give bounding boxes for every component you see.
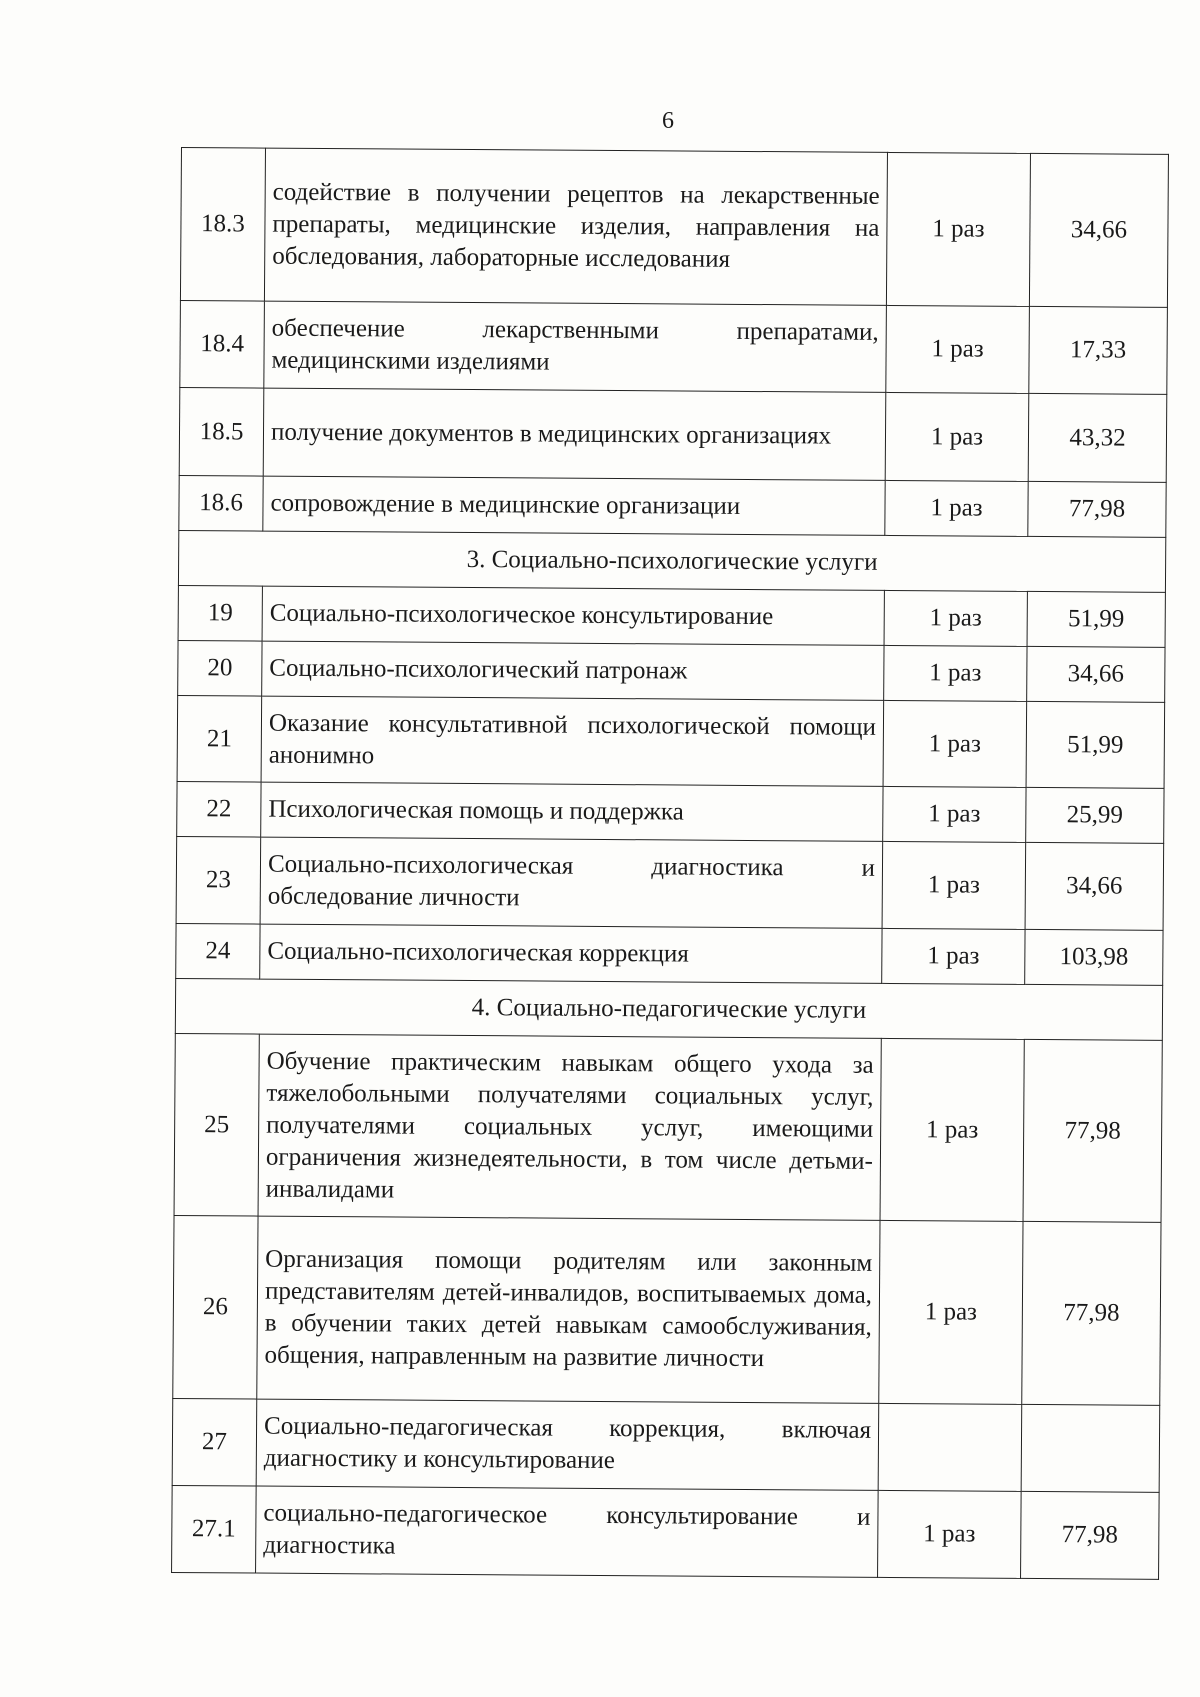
table-row <box>174 1033 1162 1222</box>
row-number: 19 <box>178 585 262 641</box>
service-frequency: 1 раз <box>884 645 1027 701</box>
service-price <box>1021 1404 1160 1492</box>
service-price: 103,98 <box>1025 929 1163 985</box>
row-number: 26 <box>173 1215 258 1399</box>
table-row <box>179 387 1167 482</box>
table-row <box>172 1398 1160 1492</box>
service-frequency: 1 раз <box>886 305 1030 393</box>
service-frequency: 1 раз <box>886 152 1030 306</box>
service-price: 17,33 <box>1029 306 1168 394</box>
row-number: 23 <box>176 836 261 924</box>
table-row <box>177 781 1164 843</box>
service-name: Организация помощи родителям или законным представителям детей-инвалидов, воспитываемых дома, в обучении таких детей навыкам самообслуживания, общения, направленным на развитие личности <box>257 1216 880 1403</box>
table-row <box>180 300 1168 394</box>
service-price: 25,99 <box>1026 787 1164 843</box>
table-row <box>178 585 1165 647</box>
section-title: 4. Социально-педагогические услуги <box>175 978 1162 1040</box>
service-price: 34,66 <box>1029 153 1168 307</box>
service-price: 77,98 <box>1028 481 1166 537</box>
service-frequency: 1 раз <box>880 1038 1024 1221</box>
row-number: 24 <box>176 923 260 979</box>
table-row <box>173 1215 1161 1405</box>
service-name: обеспечение лекарственными препаратами, медицинскими изделиями <box>264 301 887 392</box>
service-frequency: 1 раз <box>882 841 1026 929</box>
service-frequency <box>878 1403 1022 1491</box>
row-number: 18.5 <box>179 387 264 476</box>
service-price: 51,99 <box>1026 701 1165 788</box>
row-number: 18.6 <box>179 475 263 531</box>
service-name: Социально-педагогическая коррекция, включая диагностику и консультирование <box>256 1399 879 1490</box>
service-price: 51,99 <box>1027 591 1165 647</box>
service-frequency: 1 раз <box>883 700 1027 787</box>
service-name: Оказание консультативной психологической помощи анонимно <box>261 696 884 786</box>
row-number: 22 <box>177 781 261 837</box>
service-name: получение документов в медицинских организациях <box>263 388 886 480</box>
service-frequency: 1 раз <box>878 1490 1022 1578</box>
service-price: 77,98 <box>1023 1039 1162 1222</box>
table-row <box>172 1485 1160 1579</box>
section-title: 3. Социально-психологические услуги <box>178 530 1165 592</box>
table-row <box>176 836 1164 930</box>
row-number: 21 <box>177 695 262 782</box>
page-number: 6 <box>662 108 674 134</box>
service-price: 34,66 <box>1027 646 1165 702</box>
service-name: социально-педагогическое консультирование и диагностика <box>256 1486 879 1577</box>
service-name: Социально-психологический патронаж <box>262 641 884 700</box>
service-frequency: 1 раз <box>884 590 1027 646</box>
services-table-wrapper <box>171 147 1168 1580</box>
services-table <box>171 147 1169 1580</box>
service-frequency: 1 раз <box>885 480 1028 536</box>
row-number: 27.1 <box>172 1485 257 1573</box>
service-name: Социально-психологическая диагностика и обследование личности <box>260 837 883 928</box>
service-price: 77,98 <box>1021 1491 1160 1579</box>
service-name: сопровождение в медицинские организации <box>263 476 885 535</box>
row-number: 25 <box>174 1033 259 1216</box>
row-number: 27 <box>172 1398 257 1486</box>
service-price: 77,98 <box>1022 1221 1161 1405</box>
service-frequency: 1 раз <box>883 786 1026 842</box>
table-row <box>176 923 1163 985</box>
table-row <box>180 148 1168 308</box>
service-name: Психологическая помощь и поддержка <box>261 782 883 841</box>
service-name: Обучение практическим навыкам общего ухода за тяжелобольными получателями социальных услуг, получателями социальных услуг, имеющими ограничения жизнедеятельности, в том числе детьми-инвалидами <box>258 1034 881 1220</box>
service-name: содействие в получении рецептов на лекарственные препараты, медицинские изделия, направления на обследования, лабораторные исследования <box>264 148 887 305</box>
services-table-body <box>172 148 1169 1580</box>
service-name: Социально-психологическое консультирование <box>262 586 884 645</box>
row-number: 18.3 <box>180 148 265 302</box>
table-row <box>178 640 1165 702</box>
table-row <box>177 695 1165 788</box>
service-price: 43,32 <box>1028 393 1167 482</box>
service-name: Социально-психологическая коррекция <box>260 924 882 983</box>
row-number: 18.4 <box>180 300 265 388</box>
service-frequency: 1 раз <box>882 928 1025 984</box>
row-number: 20 <box>178 640 262 696</box>
service-frequency: 1 раз <box>885 392 1029 481</box>
section-row <box>175 978 1162 1040</box>
service-price: 34,66 <box>1025 842 1164 930</box>
service-frequency: 1 раз <box>879 1220 1023 1404</box>
table-row <box>179 475 1166 537</box>
section-row <box>178 530 1165 592</box>
